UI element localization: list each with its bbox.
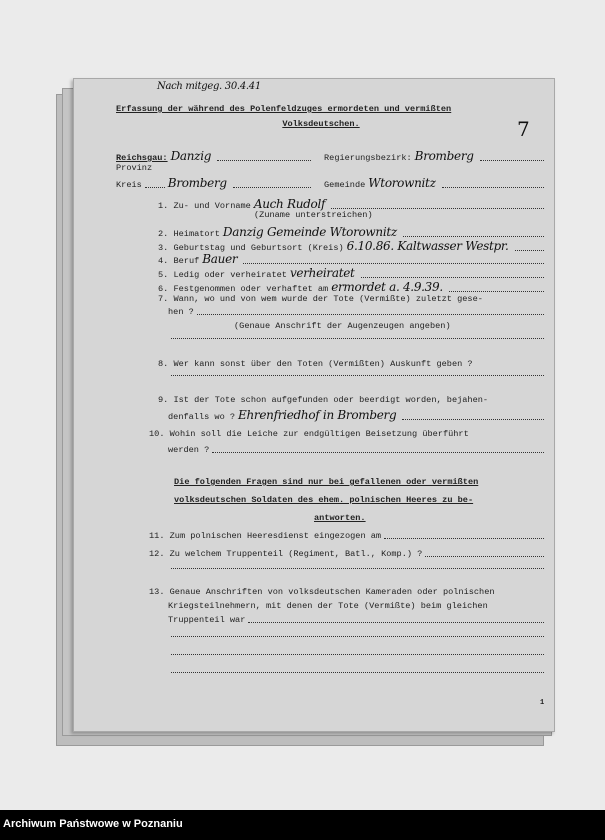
kreis-field: Kreis Bromberg — [116, 176, 311, 190]
q5-stand-field: 5. Ledig oder verheiratet verheiratet — [158, 266, 544, 280]
page-number: 7 — [517, 117, 530, 141]
q7-question: 7. Wann, wo und von wem wurde der Tote (Vermißte) zuletzt gese- — [158, 294, 483, 304]
reichsgau-field: Reichsgau: Danzig — [116, 149, 311, 163]
q13-question-2: Kriegsteilnehmern, mit denen der Tote (Vermißte) beim gleichen — [168, 601, 488, 611]
dotted-line — [168, 337, 544, 341]
archive-name: Archiwum Państwowe w Poznaniu — [3, 818, 183, 830]
q1-note: (Zuname unterstreichen) — [254, 210, 373, 220]
dotted-line — [168, 653, 544, 657]
section-heading: Die folgenden Fragen sind nur bei gefallenen oder vermißten — [174, 477, 479, 487]
dotted-line — [168, 374, 544, 378]
q13-field: Truppenteil war — [168, 615, 544, 625]
q7-note: (Genaue Anschrift der Augenzeugen angeben) — [234, 321, 451, 331]
provinz-label: Provinz — [116, 163, 153, 173]
handwritten-annotation: Nach mitgeg. 30.4.41 — [157, 81, 261, 92]
q1-name-field: 1. Zu- und Vorname Auch Rudolf — [158, 197, 544, 211]
dotted-line — [168, 635, 544, 639]
form-page — [73, 78, 555, 732]
form-title: Erfassung der während des Polenfeldzuges ermordeten und vermißten — [116, 104, 452, 114]
form-title-2: Volksdeutschen. — [282, 119, 360, 129]
regierungsbezirk-field: Regierungsbezirk: Bromberg — [324, 149, 544, 163]
q11-field: 11. Zum polnischen Heeresdienst eingezogen am — [149, 531, 544, 541]
q9-field: denfalls wo ? Ehrenfriedhof in Bromberg — [168, 408, 544, 422]
dotted-line — [168, 567, 544, 571]
section-heading-2: volksdeutschen Soldaten des ehem. polnischen Heeres zu be- — [174, 495, 474, 505]
q13-question: 13. Genaue Anschriften von volksdeutschen Kameraden oder polnischen — [149, 587, 495, 597]
q2-heimatort-field: 2. Heimatort Danzig Gemeinde Wtorownitz — [158, 225, 544, 239]
dotted-line — [168, 671, 544, 675]
q9-question: 9. Ist der Tote schon aufgefunden oder beerdigt worden, bejahen- — [158, 395, 489, 405]
corner-mark: 1 — [540, 699, 545, 707]
q7-field: hen ? — [168, 307, 544, 317]
q12-field: 12. Zu welchem Truppenteil (Regiment, Batl., Komp.) ? — [149, 549, 544, 559]
q10-field: werden ? — [168, 445, 544, 455]
q4-beruf-field: 4. Beruf Bauer — [158, 252, 544, 266]
archive-footer — [0, 810, 605, 840]
q3-geburt-field: 3. Geburtstag und Geburtsort (Kreis) 6.10.86. Kaltwasser Westpr. — [158, 239, 544, 253]
q6-verhaftet-field: 6. Festgenommen oder verhaftet am ermordet a. 4.9.39. — [158, 280, 544, 294]
q10-question: 10. Wohin soll die Leiche zur endgültigen Beisetzung überführt — [149, 429, 469, 439]
section-heading-3: antworten. — [314, 513, 366, 523]
gemeinde-field: Gemeinde Wtorownitz — [324, 176, 544, 190]
q8-question: 8. Wer kann sonst über den Toten (Vermißten) Auskunft geben ? — [158, 359, 473, 369]
